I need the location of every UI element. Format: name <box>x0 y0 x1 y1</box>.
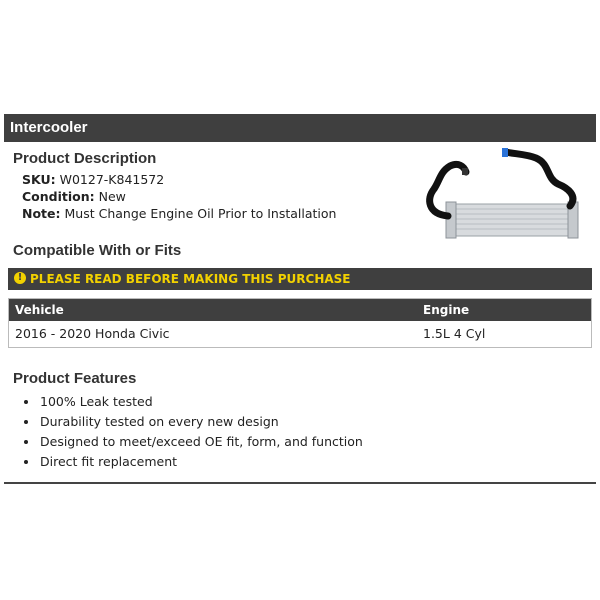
column-header-engine: Engine <box>423 303 470 317</box>
condition-label: Condition: <box>22 189 95 204</box>
column-header-vehicle: Vehicle <box>15 303 64 317</box>
table-row <box>9 321 591 347</box>
list-item <box>22 392 363 412</box>
sku-label: SKU: <box>22 172 56 187</box>
description-heading: Product Description <box>13 150 157 167</box>
note-label: Note: <box>22 206 61 221</box>
note-value: Must Change Engine Oil Prior to Installation <box>64 206 337 221</box>
notice-text: PLEASE READ BEFORE MAKING THIS PURCHASE <box>30 272 351 286</box>
table-header <box>9 299 591 321</box>
bullet-icon <box>24 460 28 464</box>
feature-text: Durability tested on every new design <box>40 414 279 429</box>
bullet-icon <box>24 400 28 404</box>
features-list <box>22 392 363 472</box>
fitment-table <box>8 298 592 348</box>
warning-icon: ! <box>14 272 26 284</box>
condition-value: New <box>98 189 126 204</box>
condition-row <box>22 189 126 204</box>
bullet-icon <box>24 440 28 444</box>
list-item <box>22 412 363 432</box>
list-item <box>22 452 363 472</box>
list-item <box>22 432 363 452</box>
note-row <box>22 206 336 221</box>
engine-cell: 1.5L 4 Cyl <box>423 326 486 341</box>
product-listing <box>4 114 596 484</box>
vehicle-cell: 2016 - 2020 Honda Civic <box>15 326 170 341</box>
page-title: Intercooler <box>4 114 596 142</box>
intercooler-product-image <box>418 144 588 244</box>
compatibility-heading: Compatible With or Fits <box>13 242 182 259</box>
sku-row <box>22 172 164 187</box>
feature-text: Direct fit replacement <box>40 454 178 469</box>
bullet-icon <box>24 420 28 424</box>
purchase-notice-banner <box>8 268 592 290</box>
feature-text: Designed to meet/exceed OE fit, form, and function <box>40 434 363 449</box>
sku-value: W0127-K841572 <box>59 172 165 187</box>
features-heading: Product Features <box>13 370 137 387</box>
feature-text: 100% Leak tested <box>40 394 153 409</box>
